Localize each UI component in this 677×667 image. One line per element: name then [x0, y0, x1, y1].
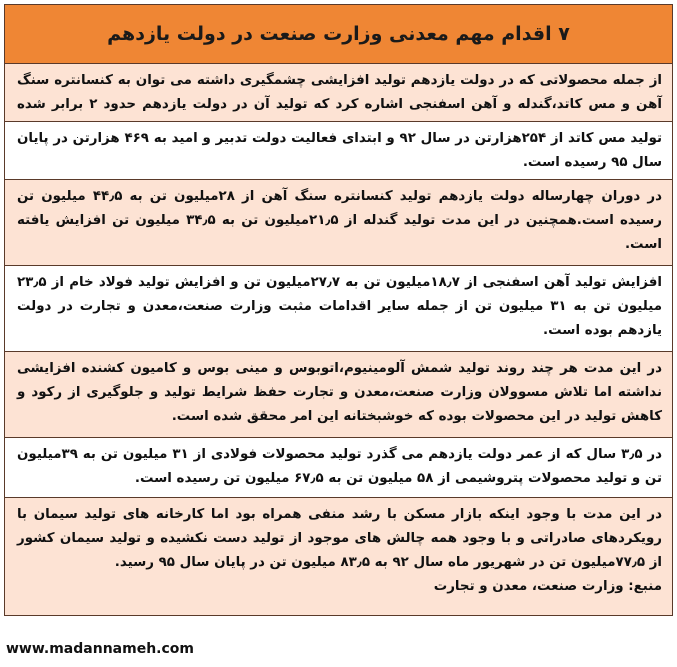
- table-row: [5, 180, 672, 266]
- row-text: در دوران چهارساله دولت یازدهم تولید کنسانتره سنگ آهن از ۲۸میلیون تن به ۴۴٫۵ میلیون تن رسیده است.همچنین در این مدت تولید گندله از ۲۱٫۵میلیون تن به ۳۴٫۵ میلیون تن افزایش یافته است.: [17, 189, 662, 252]
- table-row: [5, 64, 672, 122]
- row-text: از جمله محصولاتی که در دولت یازدهم تولید افزایشی چشمگیری داشته می توان به کنسانتره سنگ آهن و مس کاتد،گندله و آهن اسفنجی اشاره کرد که تولید آن در دولت یازدهم حدود ۲ برابر شده: [17, 73, 662, 112]
- row-text: در ۳٫۵ سال که از عمر دولت یازدهم می گذرد تولید محصولات فولادی از ۳۱ میلیون تن به ۳۹میلیون تن و تولید محصولات پتروشیمی از ۵۸ میلیون تن به ۶۷٫۵ میلیون تن رسیده است.: [17, 447, 663, 486]
- source-note: منبع: وزارت صنعت، معدن و تجارت: [433, 579, 662, 594]
- table-row: [5, 438, 672, 498]
- table-row: [5, 122, 672, 180]
- table-title: ۷ اقدام مهم معدنی وزارت صنعت در دولت یازدهم: [5, 5, 672, 64]
- row-text: در این مدت با وجود اینکه بازار مسکن با رشد منفی همراه بود اما کارخانه های تولید سیمان با رویکردهای صادراتی و با وجود همه چالش های موجود از تولید دست نکشیده و تولید سیمان کشور از ۷۷٫۵میلیون تن در شهریور ماه سال ۹۲ به ۸۳٫۵ میلیون تن در پایان سال ۹۵ رسید.: [17, 507, 662, 570]
- table-row: [5, 352, 672, 438]
- website-link[interactable]: www.madannameh.com: [6, 641, 194, 657]
- row-text: افزایش تولید آهن اسفنجی از ۱۸٫۷میلیون تن به ۲۷٫۷میلیون تن و افزایش تولید فولاد خام از ۲۳٫۵ میلیون تن به ۳۱ میلیون تن از جمله سایر اقدامات مثبت وزارت صنعت،معدن و تجارت در دولت یازدهم بوده است.: [17, 275, 662, 338]
- info-table: [4, 4, 673, 616]
- table-row: [5, 266, 672, 352]
- table-row: [5, 498, 672, 615]
- row-text: در این مدت هر چند روند تولید شمش آلومینیوم،اتوبوس و مینی بوس و کامیون کشنده افزایشی نداشته اما تلاش مسوولان وزارت صنعت،معدن و تجارت حفظ شرایط تولید و جلوگیری از رکود و کاهش تولید در این محصولات بوده که خوشبختانه این امر محقق شده است.: [17, 361, 662, 424]
- row-text: تولید مس کاتد از ۲۵۴هزارتن در سال ۹۲ و ابتدای فعالیت دولت تدبیر و امید به ۴۶۹ هزارتن در پایان سال ۹۵ رسیده است.: [17, 131, 662, 170]
